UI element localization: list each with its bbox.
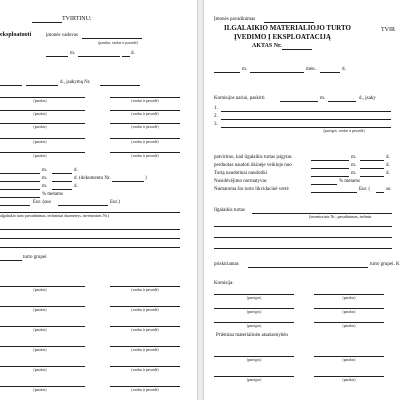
- assigned-label: priskiriamas: [214, 262, 239, 267]
- order-line-label: d., įsakymą Nr.: [60, 80, 91, 85]
- form-title-fragment: eksploatuoti: [0, 32, 32, 38]
- member-caption: (pareigos, vardas ir pavardė): [323, 129, 365, 133]
- approve-fragment: TVIR: [381, 27, 395, 33]
- group-label: turto grupei: [23, 255, 47, 260]
- asset-caption: algalaikio turto pavadinimas, techniniai duomenys, inventorinis Nr.): [0, 213, 110, 218]
- field-depreciation: Nusidėvėjimo normatyvas: [214, 179, 267, 184]
- field-acquired: patvirtino, kad ilgalaikis turtas įsigytas: [214, 155, 292, 160]
- act-title-line3: AKTAS Nr.: [252, 43, 282, 49]
- member-1: 1.: [214, 106, 218, 111]
- header-rule: [32, 22, 62, 23]
- member-3: 3.: [214, 122, 218, 127]
- name-caption: (vardas ir pavardė): [131, 99, 159, 103]
- depreciation-rate-label: % metams: [42, 192, 63, 197]
- eur-label: Eur. (suo: [33, 200, 52, 205]
- commission-label: Komisijos nariai, paskirti: [214, 96, 265, 101]
- page-gutter: [197, 0, 204, 400]
- act-title-line2: ĮVEDIMO Į EKSPLOATACIJĄ: [234, 33, 331, 41]
- manager-label: įmonės vadovas: [46, 33, 79, 38]
- signature-caption: (parašas): [33, 99, 47, 103]
- member-2: 2.: [214, 114, 218, 119]
- field-in-use: perduotas naudoti ūkinėje veikloje nuo: [214, 163, 292, 168]
- field-liquidation-value: Numatoma šio turto likvidacinė vertė: [214, 187, 289, 192]
- approve-label: TVIRTINU:: [62, 16, 92, 22]
- header-date-m: m.: [70, 51, 76, 56]
- manager-caption: (parašas, vardas ir pavardė): [98, 41, 138, 45]
- header-date-d: d.: [131, 51, 135, 56]
- asset-caption-right: (inventorinis Nr., pavadinimas, technin: [309, 214, 372, 219]
- document-no-label: d. (dokumento Nr.: [74, 176, 111, 181]
- commission-section-label: Komisija:: [214, 281, 234, 286]
- manager-line: [82, 38, 142, 39]
- right-form-page: Įmonės pavadinimas TVIR ILGALAIKIO MATERIALIOJO TURTO ĮVEDIMO Į EKSPLOATACIJĄ AKTAS Nr. m. mėn. d. Komisijos nariai, paskirti m. d., įsaky 1. 2. 3. (pareigos, vardas ir pavardė) patvirtino, kad ilgalaikis turtas įsigytas m. d. perduotas naudoti ūkinėje veikloje nuo m. d. Turtą naudotinai naudotiki m. d. Nusidėvėjimo normatyvas % metams Numatoma šio turto likvidacinė vertė Eur. ( su Ilgalaikis turtas (inventorinis Nr., pavadinimas, technin priskiriamas turto grupei. K Komisija: (pareigos) (parašas) (pareigos) (parašas) (pareigos) (parašas) Priėmiau materialinėn atsakomybėn (pareigos) (parašas) (pareigos) (parašas): [204, 0, 400, 400]
- receiver-label: Priėmiau materialinėn atsakomybėn: [216, 333, 288, 338]
- act-title-line1: ILGALAIKIO MATERIALIOJO TURTO: [224, 24, 351, 32]
- company-name-label: Įmonės pavadinimas: [214, 17, 256, 22]
- left-form-page: TVIRTINU: eksploatuoti įmonės vadovas (parašas, vardas ir pavardė) m. d. d., įsakymą Nr. (parašas) (vardas ir pavardė) (parašas) (vardas ir pavardė) (parašas) (vardas ir pavardė) (parašas) (vardas ir pavardė) (parašas) (vardas ir pavardė) m. d. m. d. (dokumento Nr. ) m. d. % metams Eur. (suo Eur.) algalaikio turto pavadinimas, techniniai duomenys, inventorinis Nr.) turto grupei (parašas) (vardas ir pavardė) (parašas) (vardas ir pavardė) (parašas) (vardas ir pavardė) (parašas) (vardas ir pavardė) (parašas) (vardas ir pavardė) (parašas) (vardas ir pavardė): [0, 0, 197, 400]
- field-used-until: Turtą naudotinai naudotiki: [214, 171, 268, 176]
- asset-label: Ilgalaikis turtas: [214, 208, 245, 213]
